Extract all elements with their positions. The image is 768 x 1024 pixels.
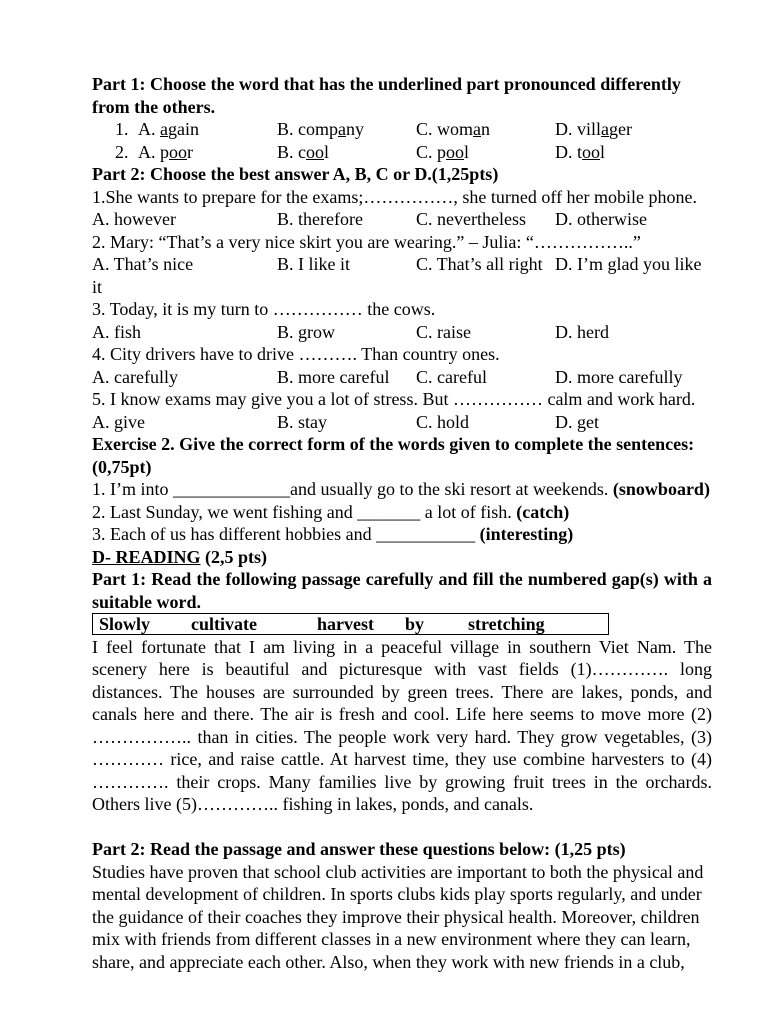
word-start: comp [298, 119, 339, 139]
part2-question-4-stem: 4. City drivers have to drive ………. Than country ones. [92, 344, 500, 364]
option-a: A. carefully [92, 366, 178, 387]
reading-part1-heading-line-2: suitable word. [92, 591, 202, 612]
option-d: D. I’m glad you like [555, 254, 702, 274]
item-hint-word: (snowboard) [612, 479, 710, 499]
item-sentence: 3. Each of us has different hobbies and ___________ [92, 524, 476, 544]
word-box-word: by [405, 614, 425, 634]
word-box [92, 613, 609, 635]
option-b: B. I like it [277, 254, 350, 274]
reading-part1-passage [92, 636, 714, 816]
underlined-part: a [338, 119, 347, 139]
part2-question-5-stem: 5. I know exams may give you a lot of stress. But …………… calm and work hard. [92, 389, 696, 409]
part2-question-1-stem: 1.She wants to prepare for the exams;……………, she turned off her mobile phone. [92, 186, 698, 207]
option-label: B. [277, 119, 294, 139]
passage-line: …………. their crops. Many families live by growing fruit trees in the orchards. [92, 771, 712, 792]
word-end: gain [168, 119, 199, 139]
word-start: wom [437, 119, 474, 139]
part1-heading-line-1: Part 1: Choose the word that has the underlined part pronounced differently [92, 74, 681, 94]
option-c [416, 141, 469, 164]
exercise2-heading-line-1: Exercise 2. Give the correct form of the words given to complete the sentences: [92, 434, 695, 454]
blank-line [92, 816, 714, 839]
option-d: D. more carefully [555, 366, 683, 387]
question-number: 1. [115, 119, 129, 139]
option-b: B. therefore [277, 209, 363, 229]
passage-line: I feel fortunate that I am living in a peaceful village in southern Viet Nam. The [92, 636, 712, 657]
option-b [277, 118, 364, 141]
passage-line: the guidance of their coaches they improve their physical health. Moreover, children [92, 906, 700, 927]
option-label: C. [416, 119, 433, 139]
passage-line: distances. The houses are surrounded by green trees. There are lakes, ponds, and [92, 681, 712, 702]
option-c: C. raise [416, 321, 471, 342]
option-d: D. otherwise [555, 209, 647, 229]
underlined-part: a [473, 119, 482, 139]
word-box-word: stretching [468, 614, 545, 634]
underlined-part: oo [169, 141, 187, 162]
item-hint-word: (interesting) [479, 524, 574, 544]
option-a [138, 118, 199, 141]
part2-question-5-options [92, 411, 714, 434]
item-hint-word: (catch) [516, 501, 570, 522]
reading-part1-heading-line-1: Part 1: Read the following passage carefully and fill the numbered gap(s) with a [92, 569, 712, 589]
exercise2-heading-line-2: (0,75pt) [92, 456, 152, 477]
option-b [277, 141, 329, 164]
passage-line: …………….. than in cities. The people work very hard. They grow vegetables, (3) [92, 726, 712, 747]
underlined-part: oo [582, 141, 601, 162]
underlined-part: oo [446, 141, 465, 162]
word-start: c [298, 141, 307, 162]
word-start: vill [577, 119, 602, 139]
word-end: l [464, 141, 470, 162]
underlined-part: oo [306, 141, 325, 162]
passage-line: canals here and there. The air is fresh and cool. Life here seems to move more (2) [92, 704, 712, 724]
option-d [555, 141, 605, 164]
option-b: B. more careful [277, 366, 390, 387]
word-start: t [577, 141, 583, 162]
reading-section-title: D- READING [92, 546, 201, 567]
option-b: B. stay [277, 411, 328, 432]
option-label: D. [555, 119, 573, 139]
option-b: B. grow [277, 321, 335, 342]
word-box-word: Slowly [99, 614, 151, 634]
option-d: D. get [555, 411, 599, 432]
reading-part2-passage [92, 861, 714, 974]
passage-line: mix with friends from different classes in a new environment where they can learn, [92, 929, 691, 949]
passage-line: Others live (5)………….. fishing in lakes, ponds, and canals. [92, 794, 534, 814]
word-end: ny [346, 119, 365, 139]
word-box-word: harvest [317, 614, 374, 634]
part2-heading: Part 2: Choose the best answer A, B, C or D.(1,25pts) [92, 164, 499, 184]
exercise2-item-2 [92, 501, 714, 524]
word-end: n [481, 119, 491, 139]
part2-question-2-stem: 2. Mary: “That’s a very nice skirt you are wearing.” – Julia: “……………..” [92, 231, 641, 252]
passage-line: ………… rice, and raise cattle. At harvest time, they use combine harvesters to (4) [92, 749, 712, 769]
option-label: C. [416, 141, 433, 162]
passage-line: mental development of children. In sports clubs kids play sports regularly, and under [92, 884, 702, 904]
reading-section-points: (2,5 pts) [205, 546, 268, 567]
word-end: l [324, 141, 330, 162]
passage-line: scenery here is beautiful and picturesque with vast fields (1)…………. long [92, 659, 712, 679]
worksheet-page [92, 73, 714, 973]
item-sentence: 2. Last Sunday, we went fishing and _______ a lot of fish. [92, 501, 512, 522]
option-c: C. hold [416, 411, 470, 432]
option-a [138, 141, 193, 164]
option-a: A. That’s nice [92, 254, 194, 274]
word-end: r [187, 141, 193, 162]
option-a: A. however [92, 209, 176, 229]
word-end: ger [609, 119, 632, 139]
option-d: D. herd [555, 321, 609, 342]
part2-question-1-options [92, 208, 714, 231]
option-c: C. That’s all right [416, 254, 543, 274]
word-start: p [160, 141, 169, 162]
option-label: A. [138, 141, 156, 162]
option-c: C. nevertheless [416, 209, 526, 229]
option-label: B. [277, 141, 294, 162]
word-box-word: cultivate [191, 614, 257, 634]
part1-question-2 [92, 141, 714, 164]
word-box-row [92, 613, 714, 636]
reading-section-heading [92, 546, 714, 569]
option-d [555, 118, 632, 141]
option-c: C. careful [416, 366, 487, 387]
underlined-part: a [160, 119, 168, 139]
word-start: p [437, 141, 447, 162]
exercise2-item-1 [92, 478, 714, 501]
underlined-part: a [601, 119, 610, 139]
part1-question-1 [92, 118, 714, 141]
passage-line: Studies have proven that school club activities are important to both the physical and [92, 861, 704, 882]
part1-heading-line-2: from the others. [92, 96, 216, 117]
part2-question-2-option-continuation: it [92, 276, 103, 297]
option-a: A. fish [92, 321, 141, 342]
passage-line: share, and appreciate each other. Also, when they work with new friends in a club, [92, 951, 685, 972]
part2-question-3-stem: 3. Today, it is my turn to …………… the cows. [92, 299, 436, 319]
part2-question-4-options [92, 366, 714, 389]
option-label: D. [555, 141, 573, 162]
exercise2-item-3 [92, 523, 714, 546]
option-c [416, 118, 490, 141]
question-number: 2. [115, 141, 129, 162]
part2-question-2-options [92, 253, 714, 276]
part2-question-3-options [92, 321, 714, 344]
option-a: A. give [92, 411, 145, 432]
word-end: l [600, 141, 606, 162]
item-sentence: 1. I’m into _____________and usually go to the ski resort at weekends. [92, 479, 609, 499]
reading-part2-heading: Part 2: Read the passage and answer these questions below: (1,25 pts) [92, 839, 626, 859]
option-label: A. [138, 119, 156, 139]
